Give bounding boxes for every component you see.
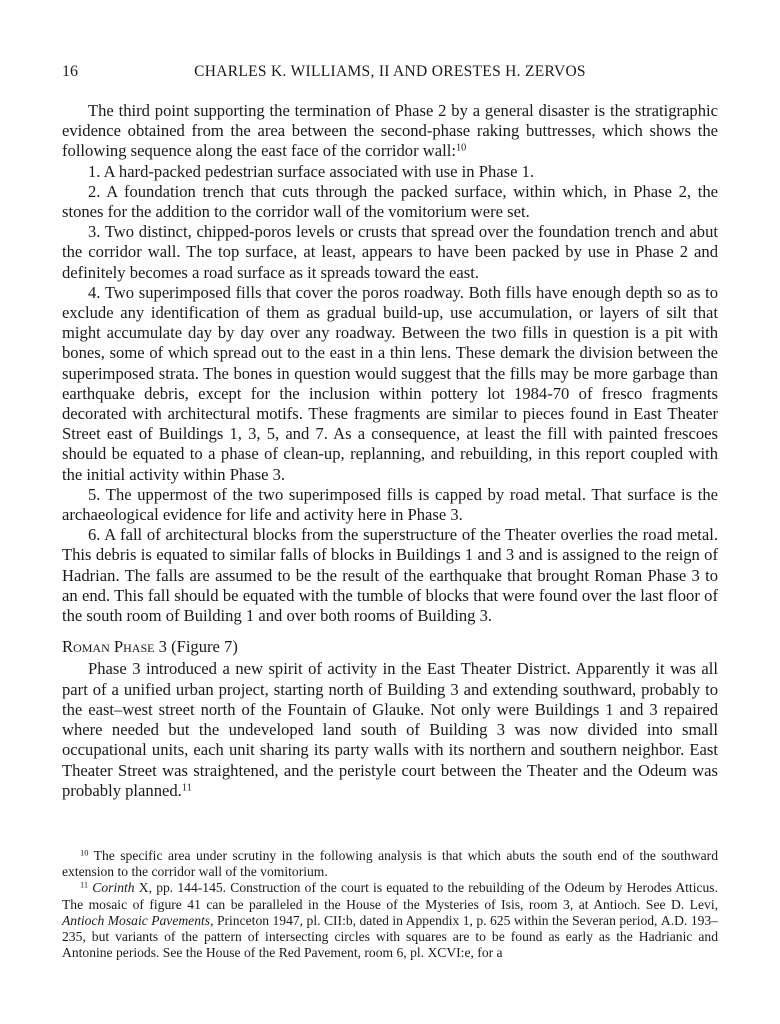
- footnote-11-book-title: Antioch Mosaic Pavements: [62, 912, 211, 928]
- intro-text: The third point supporting the termination of Phase 2 by a general disaster is the stratigraphic evidence obtained from the area between the second-phase raking buttresses, which shows the following sequence along the east face of the corridor wall:: [62, 101, 718, 161]
- main-text: [62, 101, 718, 801]
- footnote-10: [62, 848, 718, 880]
- footnote-11-series: Corinth: [92, 880, 135, 896]
- section-title: Roman Phase 3: [62, 637, 167, 657]
- footnote-10-text: The specific area under scrutiny in the following analysis is that which abuts the south end of the southward extension to the corridor wall of the vomitorium.: [62, 848, 719, 880]
- section-text: Phase 3 introduced a new spirit of activity in the East Theater District. Apparently it was all part of a unified urban project, starting north of Building 3 and extending southward, probably to the east–west street north of the Fountain of Glauke. Not only were Buildings 1 and 3 repaired where needed but the undeveloped land south of Building 3 was now divided into small occupational units, each unit sharing its party walls with its northern and southern neighbor. East Theater Street was straightened, and the peristyle court between the Theater and the Odeum was probably planned.: [62, 659, 718, 800]
- intro-paragraph: [62, 101, 718, 162]
- footnote-11: [62, 880, 718, 961]
- running-title: CHARLES K. WILLIAMS, II AND ORESTES H. ZERVOS: [194, 63, 586, 80]
- page-number: 16: [62, 63, 78, 80]
- list-item: 6. A fall of architectural blocks from the superstructure of the Theater overlies the road metal. This debris is equated to similar falls of blocks in Buildings 1 and 3 and is assigned to the reign of Hadrian. The falls are assumed to be the result of the earthquake that brought Roman Phase 3 to an end. This fall should be equated with the tumble of blocks that were found over the last floor of the south room of Building 1 and over both rooms of Building 3.: [62, 525, 718, 626]
- list-item: 4. Two superimposed fills that cover the poros roadway. Both fills have enough depth so as to exclude any identification of them as gradual build-up, use accumulation, or layers of silt that might accumulate day by day over any roadway. Between the two fills in question is a pit with bones, some of which spread out to the east in a thin lens. These demark the division between the superimposed strata. The bones in question would suggest that the fills may be more garbage than earthquake debris, except for the inclusion within pottery lot 1984-70 of fresco fragments decorated with architectural motifs. These fragments are similar to pieces found in East Theater Street east of Buildings 1, 3, 5, and 7. As a consequence, at least the fill with painted frescoes should be equated to a phase of clean-up, replanning, and rebuilding, in this report coupled with the initial activity within Phase 3.: [62, 282, 718, 484]
- footnote-11-text-c: 193–235, but variants of the pattern of intersecting circles with squares are to be found as early as the Hadrianic and Antonine periods. See the House of the Red Pavement, room 6, pl. XCVI:e, for a: [62, 912, 718, 961]
- section-paragraph: [62, 659, 718, 800]
- list-item: 5. The uppermost of the two superimposed fills is capped by road metal. That surface is the archaeological evidence for life and activity here in Phase 3.: [62, 484, 718, 525]
- section-heading: [62, 637, 718, 657]
- footnote-mark-10: 10: [80, 847, 89, 858]
- list-item: 1. A hard-packed pedestrian surface associated with use in Phase 1.: [88, 161, 535, 181]
- list-item: 3. Two distinct, chipped-poros levels or crusts that spread over the foundation trench and abut the corridor wall. The top surface, at least, appears to have been packed by use in Phase 2 and definitely becomes a road surface as it spreads toward the east.: [62, 222, 718, 282]
- footnote-11-era: A.D.: [660, 912, 688, 928]
- footnote-ref-10[interactable]: 10: [455, 142, 467, 154]
- footnote-mark-11: 11: [80, 879, 89, 890]
- footnotes: [62, 848, 718, 961]
- section-figure-ref[interactable]: (Figure 7): [171, 637, 238, 657]
- footnote-11-text-a: X, pp. 144-145. Construction of the court is equated to the rebuilding of the Odeum by Herodes Atticus. The mosaic of figure 41 can be paralleled in the House of the Mysteries of Isis, room 3, at Antioch. See D. Levi,: [62, 880, 718, 912]
- footnote-ref-11[interactable]: 11: [181, 782, 192, 794]
- page-header: [62, 63, 718, 85]
- footnote-11-text-b: , Princeton 1947, pl. CII:b, dated in Appendix 1, p. 625 within the Severan period,: [210, 912, 658, 928]
- list-item: 2. A foundation trench that cuts through the packed surface, within which, in Phase 2, the stones for the addition to the corridor wall of the vomitorium were set.: [62, 181, 718, 222]
